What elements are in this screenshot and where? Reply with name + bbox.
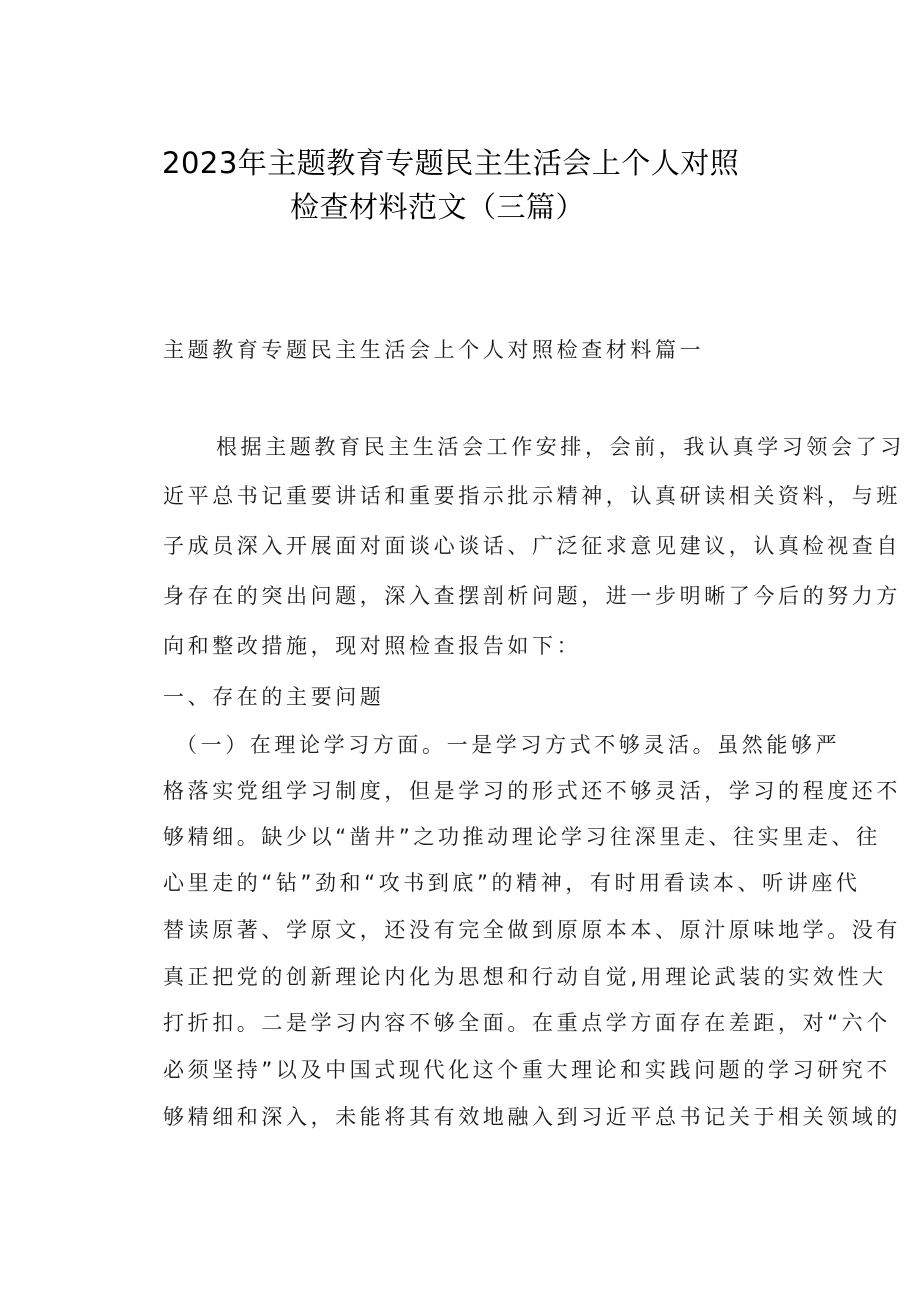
section1-line: 打折扣。二是学习内容不够全面。在重点学方面存在差距，对“六个 — [163, 1011, 891, 1035]
section1-line: 格落实党组学习制度，但是学习的形式还不够灵活，学习的程度还不 — [163, 779, 901, 803]
intro-line: 向和整改措施，现对照检查报告如下： — [163, 634, 582, 658]
intro-line: 根据主题教育民主生活会工作安排，会前，我认真学习领会了习 — [216, 435, 905, 459]
section1-line: 心里走的“钻”劲和“攻书到底”的精神，有时用看读本、听讲座代 — [163, 871, 861, 895]
section1-line: 替读原著、学原文，还没有完全做到原原本本、原汁原味地学。没有 — [163, 918, 901, 942]
section-heading: 一、存在的主要问题 — [163, 685, 385, 709]
section1-line: 够精细。缺少以“凿井”之功推动理论学习往深里走、往实里走、往 — [163, 825, 881, 849]
intro-line: 身存在的突出问题，深入查摆剖析问题，进一步明晰了今后的努力方 — [163, 584, 901, 608]
section1-line: 真正把党的创新理论内化为思想和行动自觉,用理论武装的实效性大 — [163, 965, 887, 989]
intro-line: 子成员深入开展面对面谈心谈话、广泛征求意见建议，认真检视查自 — [163, 534, 901, 558]
section1-line: 必须坚持”以及中国式现代化这个重大理论和实践问题的学习研究不 — [163, 1058, 891, 1082]
document-subtitle: 主题教育专题民主生活会上个人对照检查材料篇一 — [163, 338, 705, 362]
section1-line: 够精细和深入，未能将其有效地融入到习近平总书记关于相关领域的 — [163, 1105, 901, 1129]
intro-line: 近平总书记重要讲话和重要指示批示精神，认真研读相关资料，与班 — [163, 484, 901, 508]
section1-line: （一）在理论学习方面。一是学习方式不够灵活。虽然能够严 — [176, 733, 841, 757]
document-title-line-1: 2023年主题教育专题民主生活会上个人对照 — [162, 146, 740, 180]
document-title-line-2: 检查材料范文（三篇） — [290, 190, 586, 224]
